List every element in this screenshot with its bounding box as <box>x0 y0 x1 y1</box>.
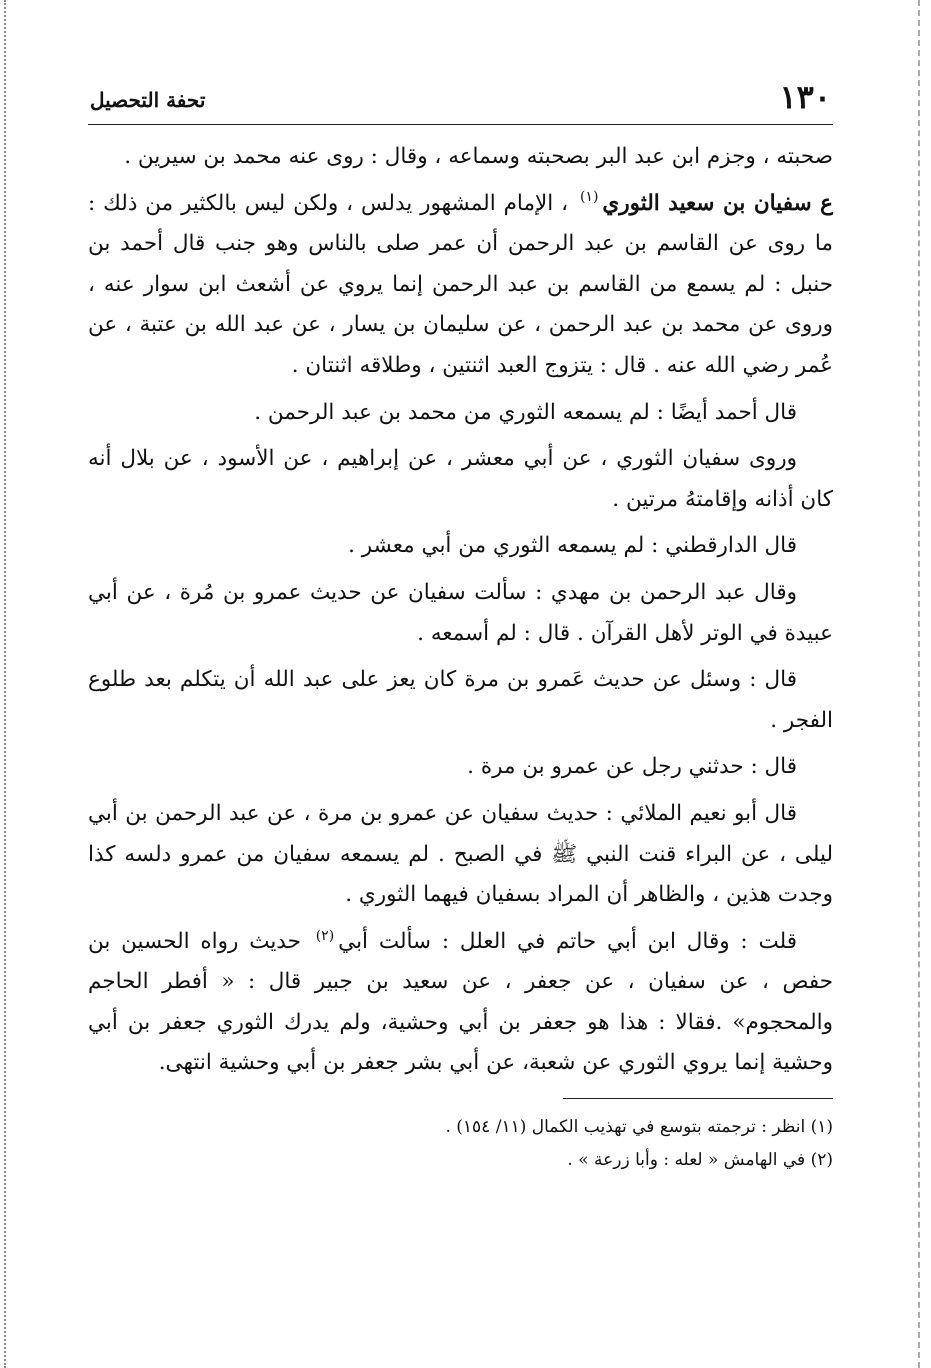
page-body <box>88 137 833 1084</box>
book-page <box>88 72 833 1177</box>
paragraph <box>88 526 833 567</box>
footnote-ref-2: (٢) <box>315 927 335 944</box>
footnote-ref-1: (١) <box>579 189 599 206</box>
paragraph-text: حديث رواه الحسين بن حفص ، عن سفيان ، عن جعفر ، عن سعيد بن جبير قال : « أفطر الحاجم والمحجوم» .فقالا : هذا هو جعفر بن أبي وحشية، ولم يدرك الثوري جعفر بن أبي وحشية إنما يروي الثوري عن شعبة، عن أبي بشر جعفر بن أبي وحشية انتهى. <box>88 928 833 1076</box>
paragraph <box>88 393 833 434</box>
running-title: تحفة التحصيل <box>90 88 206 112</box>
paragraph <box>88 794 833 916</box>
footnote-1: (١) انظر : ترجمته بتوسع في تهذيب الكمال (١١/ ١٥٤) . <box>445 1117 833 1138</box>
paragraph-sufyan-entry <box>88 184 833 387</box>
paragraph <box>88 922 833 1084</box>
scan-right-edge <box>918 0 920 1368</box>
paragraph <box>88 439 833 520</box>
paragraph-text: قال : وسئل عن حديث عَمرو بن مرة كان يعز على عبد الله أن يتكلم بعد طلوع الفجر . <box>88 667 833 733</box>
paragraph <box>88 137 833 178</box>
paragraph-text: وقال عبد الرحمن بن مهدي : سألت سفيان عن حديث عمرو بن مُرة ، عن أبي عبيدة في الوتر لأهل القرآن . قال : لم أسمعه . <box>88 579 833 646</box>
paragraph <box>88 573 833 654</box>
paragraph-text: قال : حدثني رجل عن عمرو بن مرة . <box>467 754 797 780</box>
paragraph-text: قال أحمد أيضًا : لم يسمعه الثوري من محمد بن عبد الرحمن . <box>254 399 797 425</box>
entry-heading: ع سفيان بن سعيد الثوري <box>602 190 833 216</box>
paragraph-text: قال أبو نعيم الملائي : حديث سفيان عن عمرو بن مرة ، عن عبد الرحمن بن أبي ليلى ، عن البراء قنت النبي ﷺ في الصبح . لم يسمعه سفيان من عمرو دلسه كذا وجدت هذين ، والظاهر أن المراد بسفيان فيهما الثوري . <box>88 800 833 908</box>
paragraph-text: ، الإمام المشهور يدلس ، ولكن ليس بالكثير من ذلك : ما روى عن القاسم بن عبد الرحمن أن عمر صلى بالناس وهو جنب قال أحمد بن حنبل : لم يسمع من القاسم بن عبد الرحمن إنما يروي عن أشعث ابن سوار عنه ، وروى عن محمد بن عبد الرحمن ، عن سليمان بن يسار ، عن عبد الله بن عتبة ، عن عُمر رضي الله عنه . قال : يتزوج العبد اثنتين ، وطلاقه اثنتان . <box>88 190 833 378</box>
paragraph-text-before: قلت : وقال ابن أبي حاتم في العلل : سألت أبي <box>338 928 797 954</box>
paragraph-text: صحبته ، وجزم ابن عبد البر بصحبته وسماعه ، وقال : روى عنه محمد بن سيرين . <box>124 144 833 169</box>
paragraph-text: وروى سفيان الثوري ، عن أبي معشر ، عن إبراهيم ، عن الأسود ، عن بلال أنه كان أذانه وإقامتهُ مرتين . <box>88 446 833 512</box>
footnote-2: (٢) في الهامش « لعله : وأبا زرعة » . <box>567 1150 833 1171</box>
page-number: ١٣٠ <box>779 78 831 116</box>
page-header <box>88 72 833 125</box>
paragraph <box>88 660 833 741</box>
paragraph <box>88 747 833 788</box>
footnote-divider <box>563 1098 833 1099</box>
paragraph-text: قال الدارقطني : لم يسمعه الثوري من أبي معشر . <box>348 533 797 559</box>
footnotes <box>88 1111 833 1177</box>
scan-left-edge <box>4 0 6 1368</box>
